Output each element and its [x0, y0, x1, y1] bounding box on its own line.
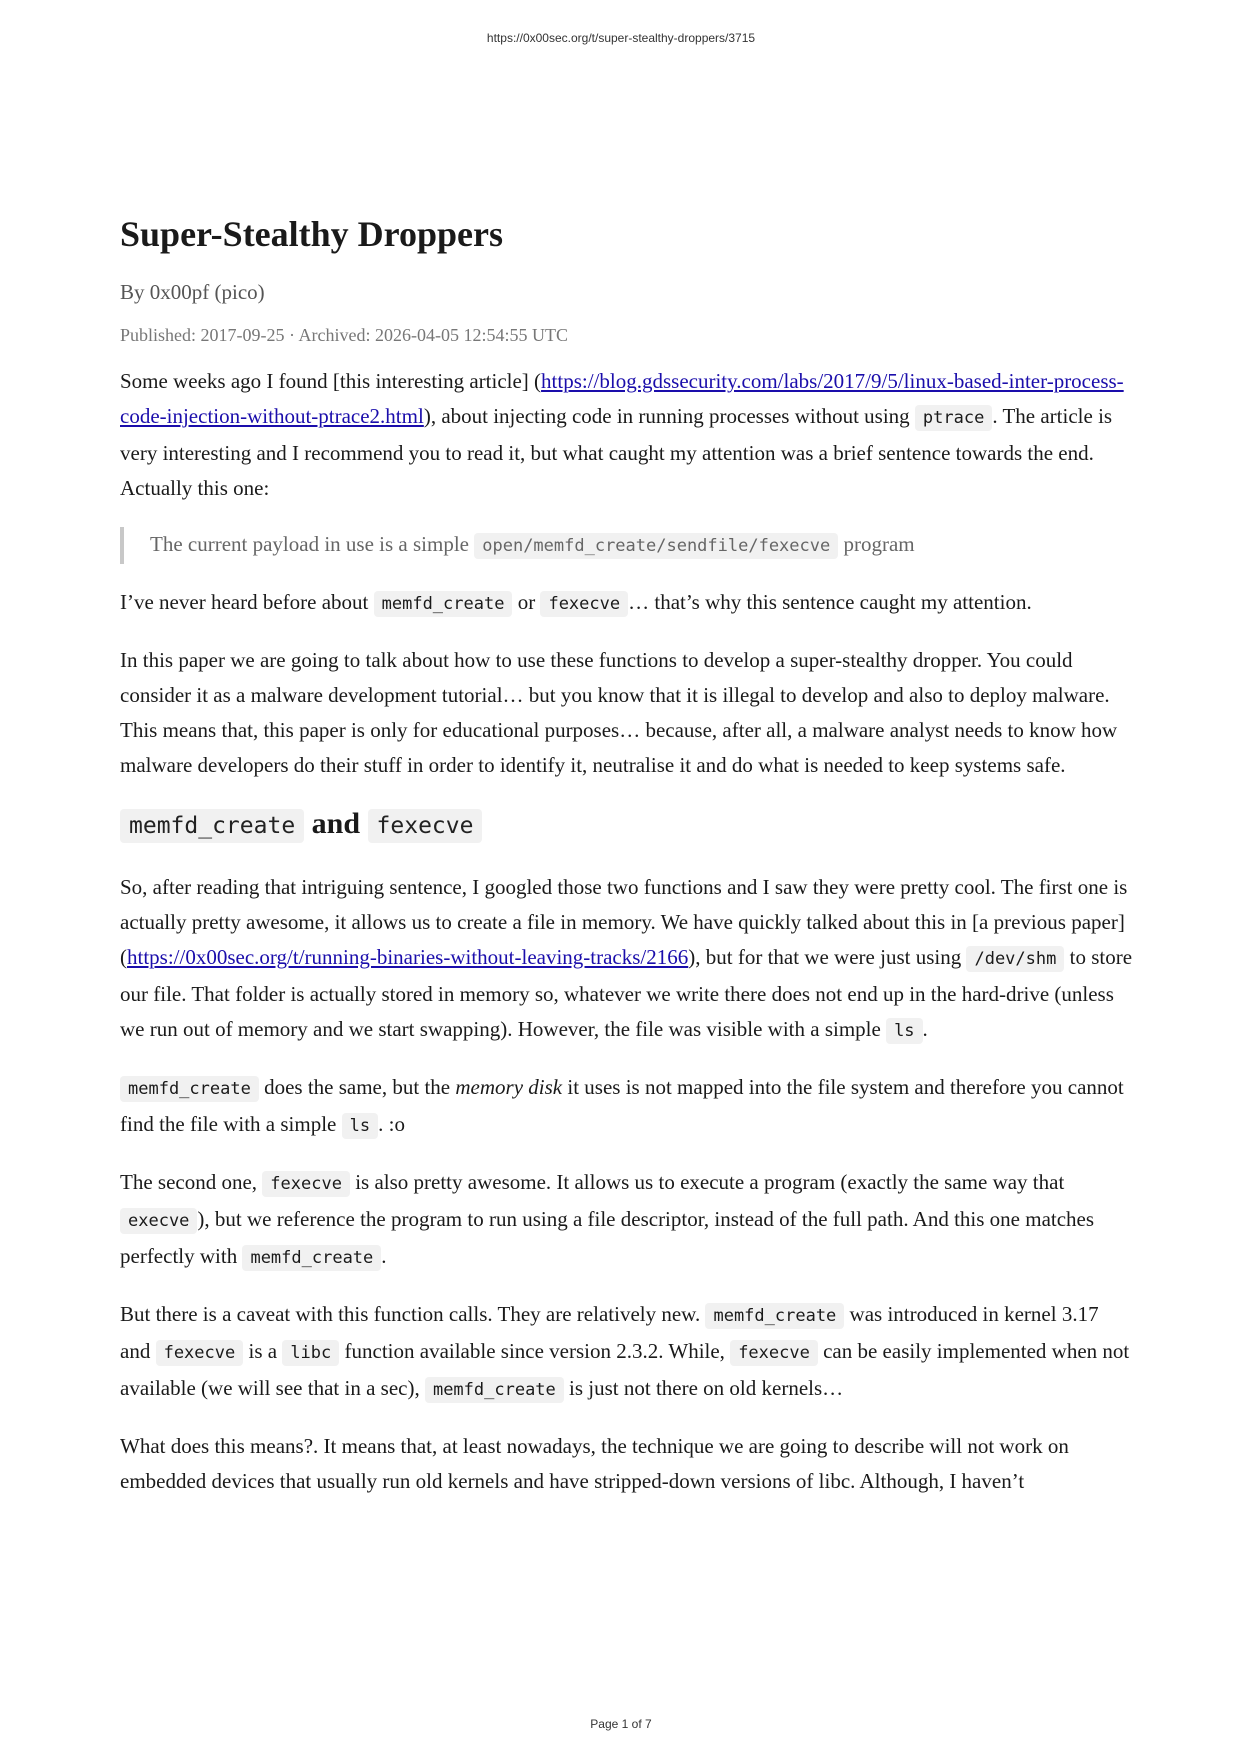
article-byline: By 0x00pf (pico): [120, 280, 265, 304]
section-heading: memfd_create and fexecve: [120, 804, 1132, 846]
inline-code: fexecve: [730, 1340, 818, 1366]
previous-paper-link[interactable]: https://0x00sec.org/t/running-binaries-without-leaving-tracks/2166: [127, 945, 689, 969]
inline-code: fexecve: [156, 1340, 244, 1366]
page-url-header: https://0x00sec.org/t/super-stealthy-droppers/3715: [486, 31, 756, 45]
inline-code: memfd_create: [705, 1303, 844, 1329]
inline-code: ls: [342, 1113, 378, 1139]
quote-block: The current payload in use is a simple open/memfd_create/sendfile/fexecve program: [120, 527, 1132, 564]
inline-code: ls: [886, 1018, 922, 1044]
inline-code: memfd_create: [374, 591, 513, 617]
heading-code: fexecve: [368, 809, 483, 843]
article-content: [120, 212, 1132, 1520]
inline-code: memfd_create: [425, 1377, 564, 1403]
article-meta: Published: 2017-09-25 · Archived: 2026-04-05 12:54:55 UTC: [120, 325, 568, 345]
page-number: Page 1 of 7: [590, 1717, 652, 1731]
inline-code: /dev/shm: [966, 946, 1064, 972]
paragraph-fexecve: The second one, fexecve is also pretty awesome. It allows us to execute a program (exactly the same way that execve ), but we reference the program to run using a file descriptor, instead of the full path. And this one matches perfectly with memfd_create .: [120, 1165, 1132, 1276]
inline-code: open/memfd_create/sendfile/fexecve: [474, 533, 838, 559]
inline-code: execve: [120, 1208, 197, 1234]
gdssecurity-article-link[interactable]: https://blog.gdssecurity.com/labs/2017/9/5/linux-based-inter-process-code-injection-without-ptrace2.html: [120, 369, 1124, 428]
paragraph-purpose: In this paper we are going to talk about how to use these functions to develop a super-stealthy dropper. You could consider it as a malware development tutorial… but you know that it is illegal to develop and also to deploy malware. This means that, this paper is only for educational purposes… because, after all, a malware analyst needs to know how malware developers do their stuff in order to identify it, neutralise it and do what is needed to keep systems safe.: [120, 648, 1118, 777]
paragraph-memory-disk: memfd_create does the same, but the memory disk it uses is not mapped into the file system and therefore you cannot find the file with a simple ls . :o: [120, 1070, 1132, 1144]
paragraph-what-does-this-mean: What does this means?. It means that, at least nowadays, the technique we are going to describe will not work on embedded devices that usually run old kernels and have stripped-down versions of libc. Although, I haven’t: [120, 1434, 1069, 1493]
inline-code: libc: [282, 1340, 339, 1366]
inline-code: ptrace: [915, 405, 992, 431]
heading-code: memfd_create: [120, 809, 304, 843]
paragraph-never-heard: I’ve never heard before about memfd_create or fexecve … that’s why this sentence caught my attention.: [120, 585, 1132, 622]
inline-code: fexecve: [540, 591, 628, 617]
inline-code: memfd_create: [120, 1076, 259, 1102]
article-title: Super-Stealthy Droppers: [120, 214, 504, 254]
paragraph-memfd-intro: So, after reading that intriguing sentence, I googled those two functions and I saw they were pretty cool. The first one is actually pretty awesome, it allows us to create a file in memory. We have quickly talked about this in [a previous paper] (https://0x00sec.org/t/running-binaries-without-leaving-tracks/2166), but for that we were just using /dev/shm to store our file. That folder is actually stored in memory so, whatever we write there does not end up in the hard-drive (unless we run out of memory and we start swapping). However, the file was visible with a simple ls .: [120, 870, 1132, 1049]
paragraph-caveat: But there is a caveat with this function calls. They are relatively new. memfd_create was introduced in kernel 3.17 and fexecve is a libc function available since version 2.3.2. While, fexecve can be easily implemented when not available (we will see that in a sec), memfd_create is just not there on old kernels…: [120, 1297, 1132, 1408]
inline-code: fexecve: [262, 1171, 350, 1197]
paragraph-intro: Some weeks ago I found [this interesting article] (https://blog.gdssecurity.com/labs/2017/9/5/linux-based-inter-process-code-injection-without-ptrace2.html), about injecting code in running processes without using ptrace . The article is very interesting and I recommend you to read it, but what caught my attention was a brief sentence towards the end. Actually this one:: [120, 369, 1124, 500]
inline-code: memfd_create: [242, 1245, 381, 1271]
